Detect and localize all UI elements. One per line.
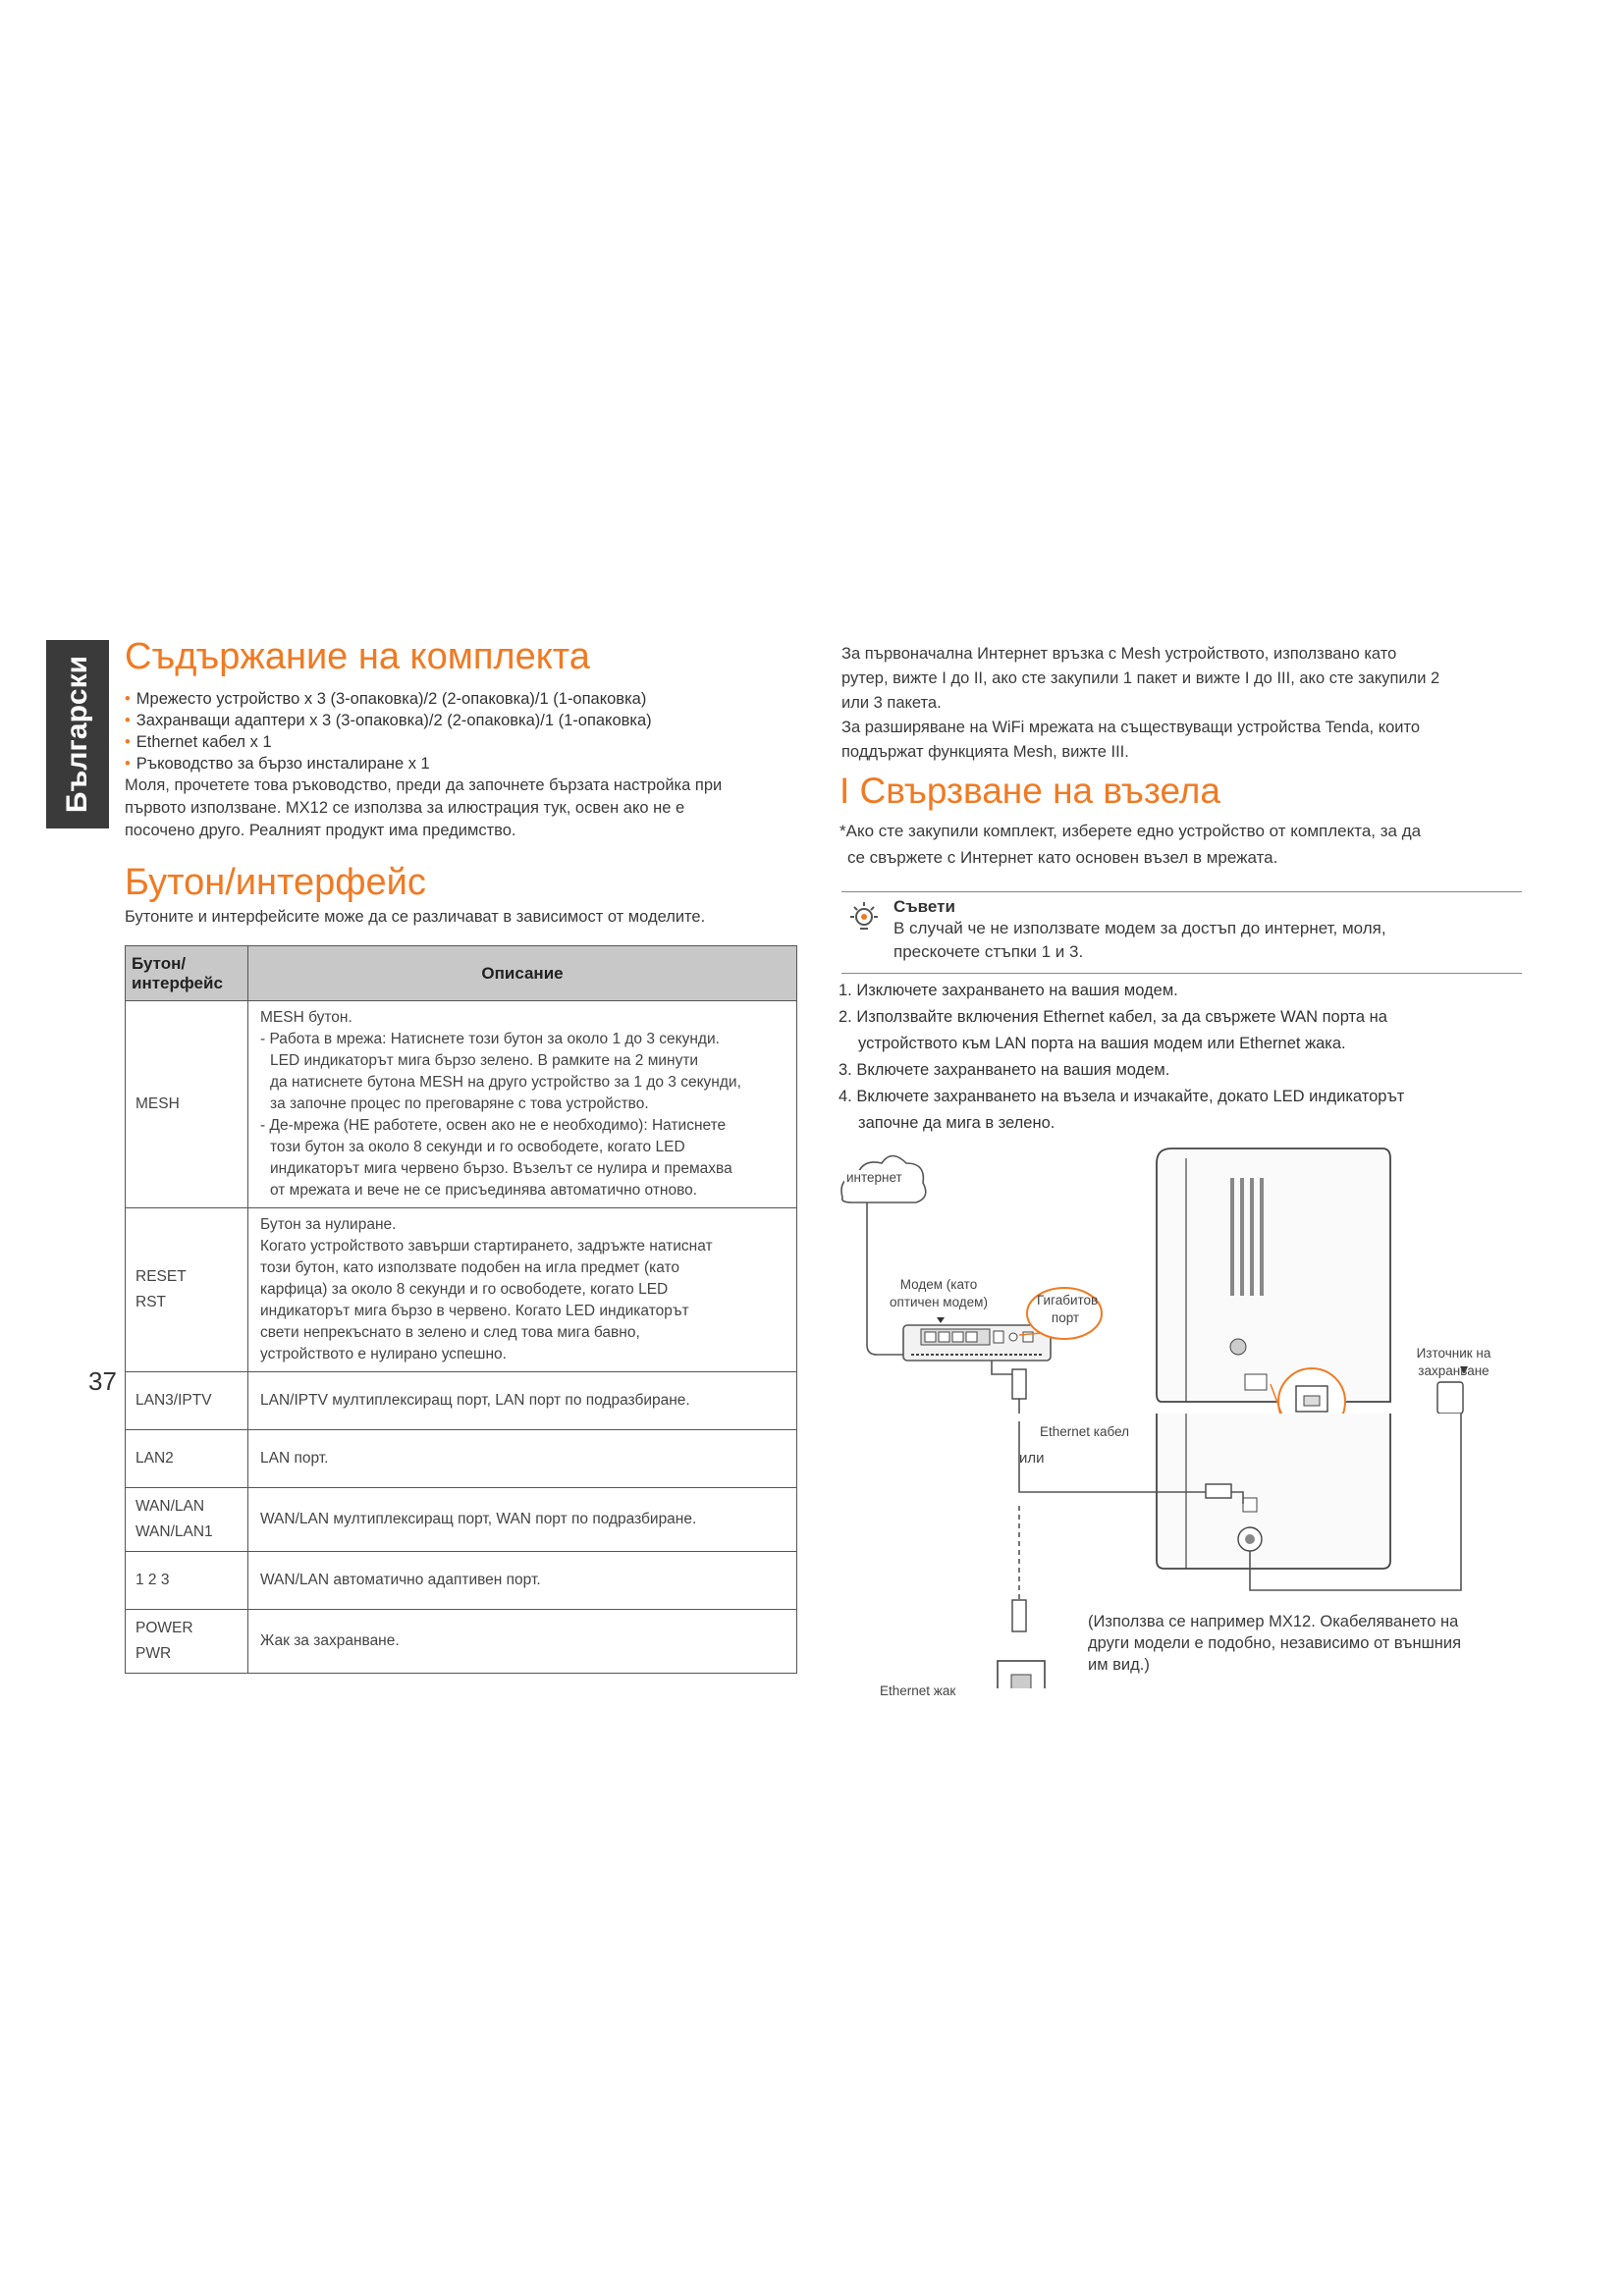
contents-list (125, 688, 812, 774)
list-item: • Мрежесто устройство x 3 (3-опаковка)/2 (2-опаковка)/1 (1-опаковка) (125, 688, 812, 710)
button-description-cell (248, 1001, 797, 1208)
steps-section (839, 978, 1526, 1137)
button-name-cell (126, 1430, 248, 1488)
buttons-table-wrap (125, 945, 797, 1674)
tips-title: Съвети (893, 897, 955, 916)
power-label-line: Източник на (1416, 1346, 1491, 1361)
caption-line: (Използва се например MX12. Окабеляването на (1088, 1613, 1459, 1630)
description-line: - Работа в мрежа: Натиснете този бутон за около 1 до 3 секунди. (260, 1031, 720, 1047)
contents-heading: Съдържание на комплекта (125, 636, 590, 677)
step-line: 4. Включете захранването на възела и изчакайте, докато LED индикаторът (839, 1088, 1405, 1105)
tips-top-rule (841, 891, 1522, 892)
button-name: RST (135, 1294, 166, 1310)
description-line: MESH бутон. (260, 1009, 352, 1026)
connect-note (839, 818, 1527, 871)
table-header-button (126, 946, 248, 1001)
description-line: LAN/IPTV мултиплексиращ порт, LAN порт по подразбиране. (260, 1392, 690, 1409)
step-line: устройството към LAN порта на вашия модем или Ethernet жака. (858, 1035, 1346, 1052)
button-name: LAN3/IPTV (135, 1392, 212, 1409)
table-row (126, 1001, 797, 1208)
intro-line: За разширяване на WiFi мрежата на съществуващи устройства Tenda, които (841, 719, 1421, 736)
contents-section (125, 636, 812, 842)
step-line: 3. Включете захранването на вашия модем. (839, 1061, 1170, 1079)
button-name-cell (126, 1488, 248, 1552)
button-name: WAN/LAN (135, 1498, 205, 1515)
note-line: първото използване. MX12 се използва за илюстрация тук, освен ако не е (125, 799, 685, 817)
tip-line: прескочете стъпки 1 и 3. (893, 942, 1084, 961)
table-row (126, 1208, 797, 1372)
tips-text (893, 917, 1522, 964)
gigabit-label-line: порт (1051, 1310, 1080, 1325)
contents-note (125, 774, 812, 842)
list-item: • Захранващи адаптери x 3 (3-опаковка)/2 (2-опаковка)/1 (1-опаковка) (125, 710, 812, 731)
note-line: *Ако сте закупили комплект, изберете едно устройство от комплекта, за да (839, 822, 1422, 840)
description-line: свети непрекъснато в зелено и след това мига бавно, (260, 1324, 640, 1341)
modem-label (890, 1276, 988, 1311)
button-description-cell (248, 1372, 797, 1430)
gigabit-label-line: Гигабитов (1037, 1293, 1099, 1308)
intro-line: рутер, вижте I до II, ако сте закупили 1 пакет и вижте I до III, ако сте закупили 2 (841, 669, 1440, 687)
power-source-label (1407, 1345, 1500, 1380)
button-description-cell (248, 1610, 797, 1674)
list-item: • Ethernet кабел x 1 (125, 731, 812, 753)
connect-section (839, 771, 1527, 871)
description-line: LED индикаторът мига бързо зелено. В рамките на 2 минути (270, 1052, 699, 1069)
button-name-cell (126, 1610, 248, 1674)
step-line: 1. Изключете захранването на вашия модем. (839, 982, 1178, 999)
description-line: - Де-мрежа (НЕ работете, освен ако не е необходимо): Натиснете (260, 1117, 727, 1134)
description-line: от мрежата и вече не се присъединява автоматично отново. (270, 1182, 698, 1199)
page-number: 37 (88, 1366, 117, 1396)
step-item (839, 1084, 1526, 1137)
note-line: Моля, прочетете това ръководство, преди да започнете бързата настройка при (125, 776, 723, 794)
table-row (126, 1610, 797, 1674)
button-name: PWR (135, 1645, 172, 1662)
lightbulb-icon (842, 899, 886, 938)
description-line: този бутон за около 8 секунди и го освободете, когато LED (270, 1139, 685, 1155)
description-line: устройството е нулирано успешно. (260, 1346, 507, 1362)
description-line: Жак за захранване. (260, 1632, 400, 1649)
connection-figure (833, 1139, 1540, 1414)
tip-line: В случай че не използвате модем за достъп до интернет, моля, (893, 919, 1386, 937)
table-row (126, 1372, 797, 1430)
description-line: WAN/LAN автоматично адаптивен порт. (260, 1572, 541, 1588)
power-label-line: захранване (1418, 1363, 1489, 1378)
note-line: посочено друго. Реалният продукт има предимство. (125, 822, 516, 839)
button-name-cell (126, 1372, 248, 1430)
figure-caption (1088, 1611, 1540, 1676)
gigabit-port-label (1037, 1292, 1099, 1327)
button-description-cell (248, 1208, 797, 1372)
connect-heading: I Свързване на възела (839, 771, 1220, 811)
button-description-cell (248, 1552, 797, 1610)
button-name-cell (126, 1208, 248, 1372)
button-name: MESH (135, 1095, 180, 1112)
table-row (126, 1552, 797, 1610)
description-line: LAN порт. (260, 1450, 329, 1467)
router-body (1157, 1148, 1390, 1402)
header-line: интерфейс (132, 973, 223, 992)
language-tab-label: Български (61, 655, 93, 814)
buttons-heading: Бутон/интерфейс (125, 862, 426, 903)
button-name: POWER (135, 1620, 193, 1636)
table-row (126, 1488, 797, 1552)
internet-label: интернет (846, 1170, 902, 1185)
table-header-description: Описание (248, 946, 797, 1001)
header-line: Бутон/ (132, 953, 187, 973)
intro-line: или 3 пакета. (841, 694, 942, 712)
button-name-cell (126, 1001, 248, 1208)
step-line: започне да мига в зелено. (858, 1114, 1056, 1132)
description-line: да натиснете бутона MESH на друго устройство за 1 до 3 секунди, (270, 1074, 741, 1091)
intro-line: За първоначална Интернет връзка с Mesh устройството, използвано като (841, 645, 1397, 663)
modem-label-line: Модем (като (899, 1277, 978, 1292)
tips-bottom-rule (841, 973, 1522, 974)
button-description-cell (248, 1430, 797, 1488)
ethernet-jack-label: Ethernet жак (880, 1683, 956, 1698)
steps-list (839, 978, 1526, 1137)
or-label: или (1019, 1450, 1045, 1467)
note-line: се свържете с Интернет като основен възел в мрежата. (847, 848, 1278, 867)
table-row (126, 1430, 797, 1488)
description-line: Бутон за нулиране. (260, 1216, 397, 1233)
ethernet-cable-label: Ethernet кабел (1040, 1424, 1130, 1439)
description-line: индикаторът мига бързо в червено. Когато LED индикаторът (260, 1303, 689, 1319)
step-item (839, 978, 1526, 1004)
buttons-intro: Бутоните и интерфейсите може да се различават в зависимост от моделите. (125, 908, 706, 926)
step-item (839, 1057, 1526, 1084)
intro-line: поддържат функцията Mesh, вижте III. (841, 743, 1129, 761)
description-line: този бутон, като използвате подобен на игла предмет (като (260, 1259, 680, 1276)
description-line: за започне процес по преговаряне с това устройство. (270, 1095, 649, 1112)
caption-line: им вид.) (1088, 1656, 1150, 1674)
list-item: • Ръководство за бързо инсталиране x 1 (125, 753, 812, 774)
description-line: карфица) за около 8 секунди и го освободете, когато LED (260, 1281, 669, 1298)
button-description-cell (248, 1488, 797, 1552)
button-name: 1 2 3 (135, 1572, 170, 1588)
button-name: LAN2 (135, 1450, 174, 1467)
buttons-table (125, 945, 797, 1674)
language-tab (46, 640, 109, 828)
button-name: WAN/LAN1 (135, 1523, 213, 1540)
tips-box (893, 897, 1522, 964)
description-line: Когато устройството завърши стартирането, задръжте натиснат (260, 1238, 713, 1255)
modem-label-line: оптичен модем) (890, 1295, 988, 1309)
description-line: WAN/LAN мултиплексиращ порт, WAN порт по подразбиране. (260, 1511, 697, 1527)
step-item (839, 1004, 1526, 1057)
power-adapter-icon (1437, 1382, 1463, 1414)
buttons-section (125, 862, 812, 929)
step-line: 2. Използвайте включения Ethernet кабел, за да свържете WAN порта на (839, 1008, 1387, 1026)
right-intro (841, 642, 1529, 765)
caption-line: други модели е подобно, независимо от външния (1088, 1634, 1462, 1652)
button-name-cell (126, 1552, 248, 1610)
description-line: индикаторът мига червено бързо. Възелът се нулира и премахва (270, 1160, 732, 1177)
button-name: RESET (135, 1268, 187, 1285)
